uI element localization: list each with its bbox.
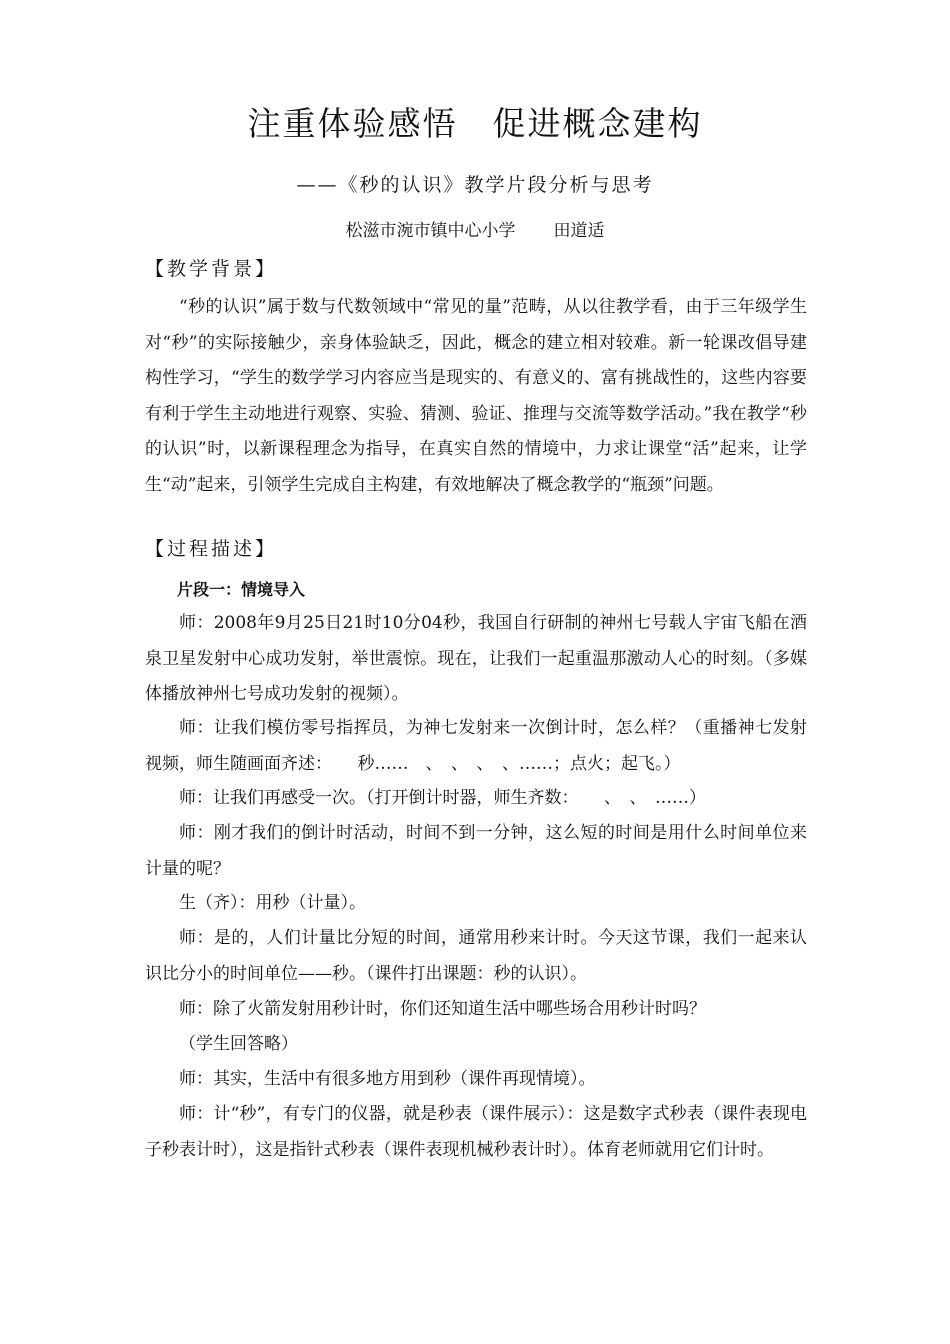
dialogue-line: 师：除了火箭发射用秒计时，你们还知道生活中哪些场合用秒计时吗？ <box>179 999 706 1019</box>
dialogue-line: 师：计“秒”，有专门的仪器，就是秒表（课件展示）：这是数字式秒表（课件表现电子秒表计时），这是指针式秒表（课件表现机械秒表计时）。体育老师就用它们计时。 <box>145 1104 807 1160</box>
dialogue-line: 师：是的，人们计量比分短的时间，通常用秒来计时。今天这节课，我们一起来认识比分小的时间单位——秒。（课件打出课题：秒的认识）。 <box>145 928 807 984</box>
author-name: 田道适 <box>553 221 605 241</box>
dialogue-line: 师：其实，生活中有很多地方用到秒（课件再现情境）。 <box>179 1069 596 1089</box>
author-line <box>0 217 950 245</box>
dialogue-line: 师：让我们模仿零号指挥员，为神七发射来一次倒计时，怎么样？（重播神七发射视频，师生随画面齐述： 秒…… 、 、 、 、……；点火；起飞。） <box>145 718 807 774</box>
dialogue-line: 生（齐）：用秒（计量）。 <box>179 893 366 913</box>
dialogue-line: 师：2008年9月25日21时10分04秒，我国自行研制的神州七号载人宇宙飞船在酒泉卫星发射中心成功发射，举世震惊。现在，让我们一起重温那激动人心的时刻。（多媒体播放神州七号成功发射的视频）。 <box>145 613 807 705</box>
author-school: 松滋市涴市镇中心小学 <box>345 221 516 241</box>
background-paragraph: “秒的认识”属于数与代数领域中“常见的量”范畴，从以往教学看，由于三年级学生对“秒”的实际接触少，亲身体验缺乏，因此，概念的建立相对较难。新一轮课改倡导建构性学习，“学生的数学学习内容应当是现实的、有意义的、富有挑战性的，这些内容要有利于学生主动地进行观察、实验、猜测、验证、推理与交流等数学活动。”我在教学“秒的认识”时，以新课程理念为指导，在真实自然的情境中，力求让课堂“活”起来，让学生“动”起来，引领学生完成自主构建，有效地解决了概念教学的“瓶颈”问题。 <box>145 297 807 495</box>
section-heading-process: 【过程描述】 <box>145 538 278 560</box>
segment-heading: 片段一：情境导入 <box>177 580 306 599</box>
document-subtitle: ——《秒的认识》教学片段分析与思考 <box>296 174 654 196</box>
dialogue-line: 师：刚才我们的倒计时活动，时间不到一分钟，这么短的时间是用什么时间单位来计量的呢？ <box>145 823 807 879</box>
document-title: 注重体验感悟 促进概念建构 <box>247 104 703 143</box>
dialogue-line: （学生回答略） <box>179 1034 298 1054</box>
section-heading-background: 【教学背景】 <box>145 258 278 280</box>
dialogue-line: 师：让我们再感受一次。（打开倒计时器，师生齐数： 、 、 ……） <box>179 788 706 808</box>
